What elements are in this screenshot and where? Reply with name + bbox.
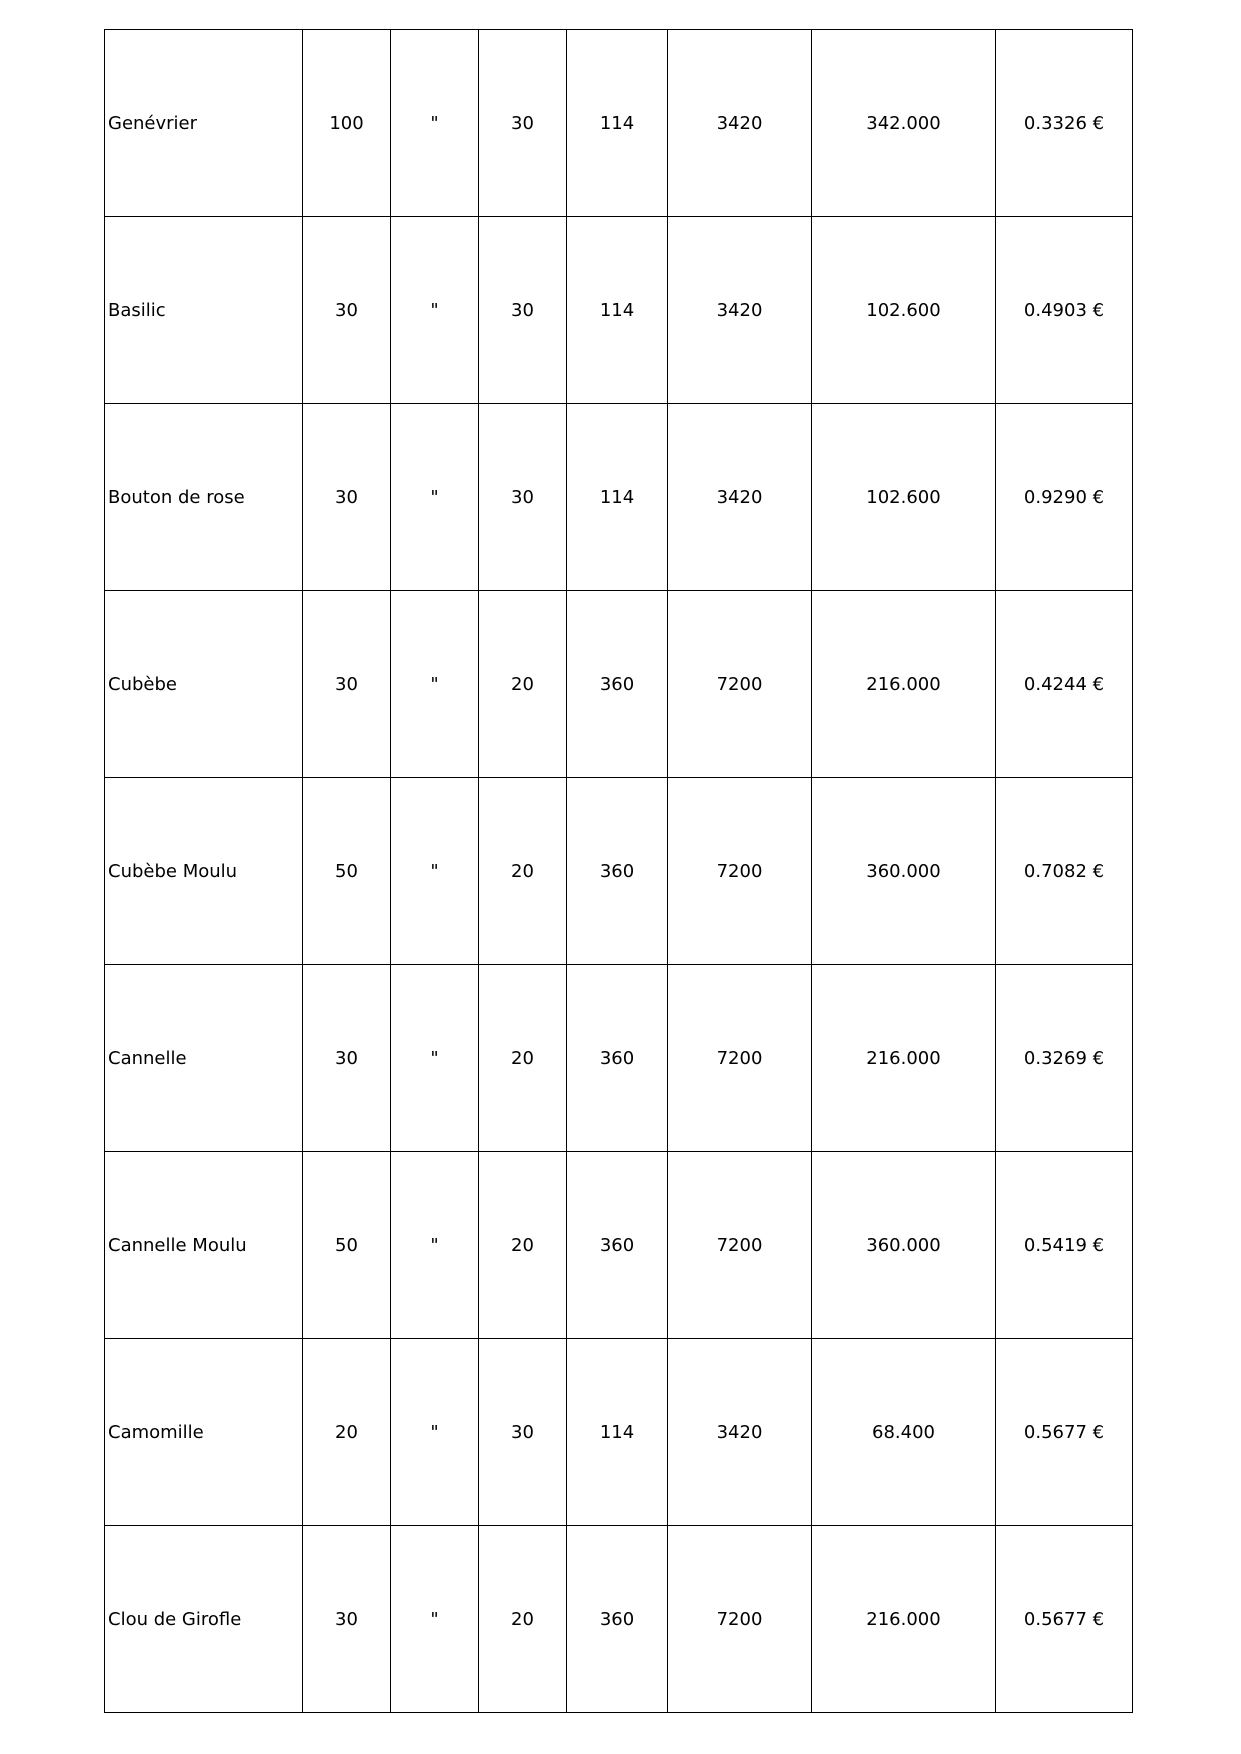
- spice-name: Camomille: [105, 1339, 303, 1526]
- table-row: [105, 591, 1133, 778]
- spice-name: Bouton de rose: [105, 404, 303, 591]
- price-cell: 0.9290 €: [996, 404, 1133, 591]
- ditto-mark-cell: ": [391, 1339, 479, 1526]
- ditto-mark-cell: ": [391, 404, 479, 591]
- quantity-cell: 30: [303, 965, 391, 1152]
- value-cell: 30: [479, 30, 567, 217]
- table-row: [105, 217, 1133, 404]
- value-cell: 3420: [668, 30, 812, 217]
- value-cell: 3420: [668, 404, 812, 591]
- quantity-cell: 100: [303, 30, 391, 217]
- spice-name: Cannelle Moulu: [105, 1152, 303, 1339]
- value-cell: 114: [567, 404, 668, 591]
- price-cell: 0.5677 €: [996, 1339, 1133, 1526]
- table-row: [105, 30, 1133, 217]
- value-cell: 7200: [668, 1526, 812, 1713]
- table-row: [105, 778, 1133, 965]
- total-cell: 216.000: [812, 591, 996, 778]
- total-cell: 102.600: [812, 404, 996, 591]
- value-cell: 30: [479, 404, 567, 591]
- spice-name: Cannelle: [105, 965, 303, 1152]
- value-cell: 114: [567, 217, 668, 404]
- price-cell: 0.5419 €: [996, 1152, 1133, 1339]
- quantity-cell: 30: [303, 217, 391, 404]
- spice-name: Cubèbe: [105, 591, 303, 778]
- value-cell: 360: [567, 1152, 668, 1339]
- price-cell: 0.3326 €: [996, 30, 1133, 217]
- quantity-cell: 50: [303, 1152, 391, 1339]
- total-cell: 360.000: [812, 1152, 996, 1339]
- total-cell: 216.000: [812, 965, 996, 1152]
- table-row: [105, 1339, 1133, 1526]
- ditto-mark-cell: ": [391, 217, 479, 404]
- price-cell: 0.4244 €: [996, 591, 1133, 778]
- value-cell: 20: [479, 1526, 567, 1713]
- total-cell: 342.000: [812, 30, 996, 217]
- value-cell: 20: [479, 591, 567, 778]
- table-row: [105, 965, 1133, 1152]
- value-cell: 7200: [668, 591, 812, 778]
- price-cell: 0.4903 €: [996, 217, 1133, 404]
- value-cell: 20: [479, 778, 567, 965]
- value-cell: 20: [479, 1152, 567, 1339]
- table-row: [105, 404, 1133, 591]
- value-cell: 30: [479, 217, 567, 404]
- total-cell: 360.000: [812, 778, 996, 965]
- value-cell: 360: [567, 965, 668, 1152]
- quantity-cell: 30: [303, 1526, 391, 1713]
- table-row: [105, 1152, 1133, 1339]
- value-cell: 360: [567, 591, 668, 778]
- ditto-mark-cell: ": [391, 1526, 479, 1713]
- total-cell: 68.400: [812, 1339, 996, 1526]
- value-cell: 7200: [668, 778, 812, 965]
- value-cell: 3420: [668, 1339, 812, 1526]
- ditto-mark-cell: ": [391, 30, 479, 217]
- spice-name: Cubèbe Moulu: [105, 778, 303, 965]
- quantity-cell: 30: [303, 591, 391, 778]
- value-cell: 3420: [668, 217, 812, 404]
- value-cell: 360: [567, 1526, 668, 1713]
- spice-cost-table: [104, 29, 1133, 1713]
- price-cell: 0.3269 €: [996, 965, 1133, 1152]
- value-cell: 30: [479, 1339, 567, 1526]
- price-cell: 0.7082 €: [996, 778, 1133, 965]
- value-cell: 114: [567, 30, 668, 217]
- total-cell: 102.600: [812, 217, 996, 404]
- value-cell: 360: [567, 778, 668, 965]
- spice-name: Clou de Girofle: [105, 1526, 303, 1713]
- total-cell: 216.000: [812, 1526, 996, 1713]
- quantity-cell: 20: [303, 1339, 391, 1526]
- value-cell: 7200: [668, 1152, 812, 1339]
- value-cell: 20: [479, 965, 567, 1152]
- value-cell: 114: [567, 1339, 668, 1526]
- ditto-mark-cell: ": [391, 965, 479, 1152]
- quantity-cell: 50: [303, 778, 391, 965]
- spice-name: Basilic: [105, 217, 303, 404]
- ditto-mark-cell: ": [391, 591, 479, 778]
- table-row: [105, 1526, 1133, 1713]
- ditto-mark-cell: ": [391, 1152, 479, 1339]
- price-cell: 0.5677 €: [996, 1526, 1133, 1713]
- ditto-mark-cell: ": [391, 778, 479, 965]
- quantity-cell: 30: [303, 404, 391, 591]
- value-cell: 7200: [668, 965, 812, 1152]
- spice-name: Genévrier: [105, 30, 303, 217]
